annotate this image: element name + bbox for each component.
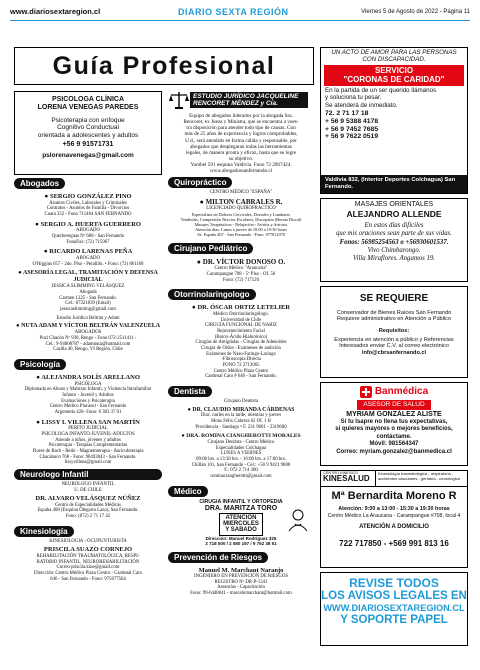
abogado-4 (14, 270, 162, 312)
requiere-r3[interactable]: info@cbrsanfernando.cl (361, 349, 427, 356)
banmedica-logo: Banmédica (374, 386, 429, 398)
servicio-phone-3[interactable]: + 56 9 7622 0519 (325, 133, 379, 141)
abogado-5-l0: Estudio Jurídico Beltrán y Adam (56, 315, 120, 321)
dent1-l1: Diac. nurles en la tarde, mientras y jueves (200, 413, 282, 419)
medico-addr: Dirección: Manuel Rodríguez 325 (205, 535, 277, 541)
psicologo-1-name: ● ALEJANDRA SOLÍS ARELLANO (36, 374, 140, 382)
masajes-l3[interactable]: Fonos: 56985254563 o +56930601537. (339, 238, 449, 246)
section-abogados: Abogados (14, 178, 65, 189)
bullet-icon: ● (199, 197, 206, 206)
oto-l7: -Fibroscopia Directa (221, 357, 261, 363)
kinesalud-phones[interactable]: 722 717850 - +569 991 813 16 (339, 538, 449, 548)
estudio-logo: ESTUDIO JURÍDICO JACQUELINE RENCORET MÉNDEZ y Cía. (190, 92, 308, 109)
abogado-3 (14, 248, 162, 267)
estudio-l7: su objetivo. (228, 155, 254, 162)
ciru-l1: Carampangue 708 - 5º Piso - Of. 56 (206, 272, 276, 278)
oto-l9: Centro Médico Plaza Centro (213, 368, 269, 374)
abogado-4-l5[interactable]: jessicaslimming@gmail.com (60, 307, 116, 312)
banmedica-l3: contáctame. (376, 433, 412, 440)
estudio-web[interactable]: www.abogadossanfernando.cl (209, 168, 273, 175)
banmedica-role: ASESOR DE SALUD (357, 400, 430, 410)
ciru-name: ● DR. VÍCTOR DONOSO O. (196, 258, 286, 267)
dent2-l6[interactable]: rominaciangherotti@gmail.com (210, 473, 272, 479)
oto-l6: Exámenes de Naso-Faringo-Laringo (206, 351, 276, 357)
revise-l3[interactable]: WWW.DIARIOSEXTAREGION.CL (323, 603, 465, 614)
dent1-l2: Mons Félix Cabrera 62 Of. 1 B (211, 419, 271, 425)
dent2-l3: 09:00 hrs. a 13:30 hrs. - 16:00 hrs. a 17:00 hrs. (196, 456, 286, 462)
otorrino (168, 304, 314, 380)
riesgos-l3: Fono: 99-6448841 - marcelomarchant@hotmail.com (190, 591, 292, 597)
kines-l2: REHABILITACIÓN TRAUMATOLÓGICA, RESPI- (36, 554, 140, 560)
ciru-l2: Fono: (72) 717120 (223, 277, 259, 283)
kinesalud-l3: ATENCIÓN A DOMICILIO (359, 524, 429, 531)
kines-l3: RATORIO INFANTIL, NEUROREHABILITACIÓN (36, 559, 140, 565)
kines-name: PRISCILA SUAZO CORNEJO (43, 546, 133, 554)
abogado-3-l2: O'Higgins 657 - 2do. Piso - Peralillo. • Fono: (72) 861168 (32, 261, 144, 267)
dent1-l0: Cirujano Dentista (224, 398, 258, 404)
medico-phone: 2 718 500 / 2 580 197 / 9 752 38 51 (205, 541, 277, 547)
section-otorrino: Otorrinolaringologo (168, 289, 256, 300)
ad-kinesalud (320, 470, 468, 568)
dent2-l4: Chillán 101, San Fernando - Cel.: +56 9 9421 9888 (191, 462, 291, 468)
ad-psicologa-l3: Psicoterapia con enfoque (51, 116, 125, 124)
prevencion-riesgos (168, 567, 314, 597)
estudio-l3: más de 25 años de experiencia y logros comprobables, (184, 131, 298, 138)
dentista-2 (168, 433, 314, 479)
estudio-l0: Equipo de abogados liderados por la abogada Sra. (189, 113, 293, 119)
abogado-5-name: ● NUTA ADAM Y VÍCTOR BELTRÁN VALENZUELA (15, 323, 161, 330)
masthead (10, 7, 470, 21)
abogado-5-l1: ABOGADOS (74, 330, 102, 336)
banmedica-l2: si quieres mayores o mejores beneficios, (335, 426, 453, 433)
estudio-l1: Rencoret, ex Jueza y Ministra, que se encuentra a vues- (183, 119, 299, 126)
servicio-intro: UN ACTO DE AMOR PARA LAS PERSONAS CON DISCAPACIDAD. (331, 49, 457, 64)
ad-psicologa-l4: Cognitivo Conductual (57, 124, 119, 132)
quiro-d3: Atención días: Lunes a jueves de 10:00 a 19:30 horas (195, 227, 287, 232)
riesgos-l1: REGISTRO Nº DR-P-1341 (214, 579, 268, 585)
bullet-icon: ● (43, 248, 50, 256)
bullet-icon: ● (196, 258, 203, 267)
abogado-4-l1: JESSICA SLIMMING VELÁSQUEZ (51, 284, 125, 290)
section-cirujano: Cirujano Pediátrico (168, 243, 253, 254)
banmedica-correo[interactable]: Correo: myriam.gonzalez@banmedica.cl (336, 448, 452, 455)
masajes-l2: que mis oraciones sean parte de sus vidas. (336, 230, 452, 238)
psicologo-1 (14, 374, 162, 416)
medico-attn-0: ATENCIÓN (225, 514, 257, 521)
oto-l1: Universidad de Chile (220, 317, 262, 323)
estudio-address: Yumbel 591 esquina Valdivia. Fono 72 2967424. (190, 162, 292, 168)
page-date: Viernes 5 de Agosto de 2022 - Página 11 (361, 9, 470, 15)
medico-attn-1: MIERCOLES (223, 521, 259, 528)
neuro-l4: Fono: (072) 2 71 17 42 (65, 514, 111, 520)
abogado-5-l4: Casilla 40, Rengo, VI Región, Chile (53, 347, 123, 353)
bullet-icon: ● (15, 323, 22, 330)
abogado-5 (14, 316, 162, 353)
kines-l4[interactable]: Correo priscila.kine@gmail.com (56, 565, 120, 571)
medico-attn-2: Y SABADO (225, 527, 257, 534)
oto-l4: Cirugías de Amígdalas - Cirugías de Adenoides (195, 340, 287, 346)
bullet-icon: ● (181, 433, 187, 440)
servicio-title1: SERVICIO (374, 66, 414, 76)
neurologo (14, 482, 162, 520)
site-url[interactable]: www.diariosextaregion.cl (10, 7, 101, 16)
estudio-l2: tra disposición para atender todo tipo de causas. Con (186, 125, 296, 132)
newspaper-name: DIARIO SEXTA REGIÓN (178, 7, 289, 17)
oto-l0: Médico Otorrinolaringólogo. (213, 312, 269, 317)
quiro-d2: Masajes Terapéuticos - Relajación - Artritis y Artrosis (194, 221, 288, 227)
kines-l6: 646 - San Fernando - Fono: 975677564 (50, 576, 126, 582)
masajes-h1: MASAJES ORIENTALES (354, 201, 434, 208)
psicologo-1-l4: Centro Médico Placasol - San Fernando (49, 404, 127, 410)
requiere-p2: Requiere administrativo en Atención a Público (336, 316, 452, 323)
masajes-l1: En estos días difíciles (364, 222, 424, 230)
ad-psicologa-phone[interactable]: +56 9 91571731 (62, 141, 114, 149)
oto-l10: Cardenal Caro # 646 - San Fernando. (205, 374, 277, 380)
otorrino-name: ● DR. ÓSCAR ORTIZ LETELIER (191, 304, 291, 312)
banmedica-movil[interactable]: Móvil: 981564347 (369, 441, 419, 448)
dent2-l1: Especialidades Colchagua (215, 445, 267, 451)
masajes-l4: Vivo Chimbarongo. (367, 246, 421, 254)
abogado-2-l1: ABOGADO (76, 228, 100, 234)
page-title-box (14, 47, 314, 85)
psicologo-2-l5: Chacabuco 768 - Fono: 98493043 - San Fernando. (39, 454, 137, 460)
ad-psicologa-email[interactable]: pslorenavenegas@gmail.com (42, 151, 134, 159)
abogado-5-l3: Cel.: 9-94008787 - adamnuta@hotmail.com (45, 341, 131, 347)
psicologo-2 (14, 419, 162, 466)
ad-masajes (320, 198, 468, 282)
psicologo-2-l0: PERITO JUDICIAL (68, 426, 108, 432)
middle-column (168, 89, 314, 600)
kines-l1: KINESIOLOGIA - OCUPUNTURISTA (49, 538, 127, 544)
psicologo-1-l5: Argomedo 426- Fono: 6 303 37 01 (54, 409, 122, 415)
psicologo-2-l2: Atiende a niños, jóvenes y adultos (55, 437, 121, 443)
requiere-title: SE REQUIERE (359, 293, 429, 304)
oto-l5: Cirugía de Oídos - Exámenes de audición (201, 345, 281, 351)
psicologo-1-l1: Diplomada en Abuso y Maltrato Infantil, y Violencia Intrafamiliar (24, 387, 152, 393)
section-psicologia: Psicología (14, 359, 66, 370)
oto-l3: (Botox-Ácido Hialurónico) (214, 334, 268, 340)
servicio-phone-1[interactable]: + 56 9 5388 4178 (325, 117, 379, 125)
psicologo-2-l6[interactable]: lissyvillena@gmail.com (64, 460, 112, 466)
psicologo-2-l1: PSICOLOGA INFANTO-JUVENIL-ADULTOS (41, 431, 135, 437)
riesgos-l2: Asesorías - Capacitación (217, 585, 265, 591)
kinesalud-l2: Centro Médico La Araucana - Carampangue #708, local 4 (327, 513, 461, 520)
masajes-h2: ALEJANDRO ALLENDE (346, 209, 442, 220)
abogado-1-l3: Cuatá 332 - Fono 711464 SAN FERNANDO (44, 211, 132, 217)
abogado-1-name: ● SERGIO GONZÁLEZ PINO (44, 193, 132, 200)
kinesalud-side: Kinesiología traumatológica - respiratoria - accidentes vasculares - geriatría - neurológica (378, 471, 460, 481)
oto-l8: FONO 72 2713065 (222, 362, 260, 368)
kines-l5: Dirección: Centro Médico Plaza Centro - Cardenal Caro (33, 571, 143, 577)
abogado-4-name: ● ASESORÍA LEGAL, TRAMITACIÓN Y DEFENSA JUDICIAL (18, 270, 158, 284)
quiropractico (168, 190, 314, 237)
section-quiropractico: Quiropráctico (168, 177, 232, 188)
estudio-l5: abogados que desplegaran todas las herramientas (190, 143, 292, 150)
quiro-d1: Tendinitis, Compresión Nervios Escolares, Discopatía (Hernia Discal) (180, 216, 302, 222)
ad-banmedica (320, 382, 468, 466)
dent2-l5: F.: 072 2 714 300 (224, 468, 258, 474)
abogado-4-l2: Abogada (79, 290, 97, 296)
page-title: Guía Profesional (52, 52, 276, 80)
abogado-1 (14, 193, 162, 218)
dentista-1 (168, 399, 314, 430)
ad-se-requiere (320, 286, 468, 378)
abogado-1-l1: Asuntos Civiles, Laborales y Criminales (49, 200, 127, 206)
riesgos-l0: INGENIERO EN PREVENCIÓN DE RIESGOS (193, 574, 289, 580)
abogado-3-name: ● RICARDO LARENAS PEÑA (43, 248, 133, 256)
abogado-2-name: ● SERGIO A. HUERTA GUERRERO (35, 220, 141, 228)
quiro-d0: Especialista en Dolores Cervicales, Dorsales y Lumbares (191, 211, 291, 217)
medico (168, 499, 314, 546)
bullet-icon: ● (18, 270, 23, 277)
requiere-label: Requisitos: (378, 327, 410, 334)
banmedica-logo-icon (360, 386, 372, 398)
abogado-2-l3: FonoFax: (72) 715967 (66, 239, 110, 245)
bullet-icon: ● (191, 304, 198, 312)
left-column (14, 91, 162, 585)
estudio-juridico (168, 89, 314, 174)
abogado-1-l2: Contratos - Asuntos de Familia - Divorcios (46, 206, 130, 212)
abogado-3-l1: ABOGADO (76, 255, 100, 261)
section-medico: Médico (168, 486, 208, 497)
neuro-l1: U. DE CHILE (74, 487, 102, 493)
estudio-l4: U.d., será atendido en forma cálida y responsable, por (185, 137, 297, 144)
psicologo-1-l0: PSICÓLOGA (74, 381, 102, 387)
quiro-role: LICENCIADO QUIROPRACTICO (206, 206, 276, 212)
neuro-l2: Centro de Especialidades Médicas (55, 502, 121, 508)
medico-l1: CIRUGIA INFANTIL Y ORTOPEDIA (199, 498, 283, 505)
requiere-r1: Experiencia en atención a público y Referencias (334, 336, 454, 343)
dent2-l2: LUNES A VIERNES (220, 451, 262, 457)
ad-coronas-caridad (320, 47, 468, 194)
servicio-title2: "CORONAS DE CARIDAD" (343, 75, 445, 85)
doctor-illustration-icon (286, 508, 310, 532)
ad-psicologa-l1: PSICOLOGA CLÍNICA (51, 96, 125, 103)
servicio-p1: En la partida de un ser querido llámanos (325, 86, 437, 94)
bullet-icon: ● (44, 193, 50, 200)
kinesalud-logo: KINESALUD (323, 474, 370, 484)
dent1-l3: Providencia - Santiago • F. 231 9601 - 2319600 (195, 424, 287, 430)
oto-sub: CIRUGÍA FUNCIONAL DE NARIZ (205, 323, 277, 329)
neuro-l3: Espaha 408 (Esquina Olegario Lazo), San Fernando. (37, 508, 139, 514)
servicio-p2: y soluciona tu pesar. (325, 94, 382, 102)
ciru-l0: Centro Médico "Araucaria" (214, 266, 268, 272)
banmedica-l1: Si tu Isapre no llena tus expectativas, (340, 418, 448, 425)
ad-psicologa-l5: orientada a adolescentes y adultos (37, 131, 139, 139)
dent1-name: ● DR. CLAUDIO MIRANDA CÁRDENAS (187, 406, 295, 413)
oto-l2: Rejuvenecimiento Facial (217, 328, 265, 334)
section-kinesiologia: Kinesiología (14, 526, 74, 537)
section-neurologo: Neurologo Infantil (14, 469, 162, 480)
kinesalud-l1: Atención: 9:00 a 13:00 - 15:30 a 19:30 horas (338, 505, 450, 512)
scales-icon (168, 90, 190, 110)
psicologo-1-l3: Evaluaciones y Psicoterapia (61, 398, 115, 404)
quiro-d4: Av. España 467 - San Fernando - Fono: 977812070 (196, 232, 286, 238)
psicologo-2-name: ● LISSY I. VILLENA SAN MARTÍN (36, 418, 140, 426)
psicologo-2-l3: Psicoterapia - Terapias Complementarias (48, 443, 128, 449)
bullet-icon: ● (36, 374, 42, 382)
kinesalud-name: Mª Bernardita Moreno R (331, 490, 457, 502)
abogado-2 (14, 221, 162, 246)
ad-psicologa-l2: LORENA VENEGAS PAREDES (37, 104, 139, 112)
kinesalud-logo-sub: CENTRO KINESICO (323, 471, 359, 475)
quiro-l0: CENTRO MÉDICO "ESPAÑA" (209, 190, 273, 196)
ad-psicologa (14, 91, 162, 175)
psicologo-2-l4: Flores de Bach - Reiki - Magnetoterapia - Auriculoterapia (32, 448, 144, 454)
servicio-phone-2[interactable]: + 56 9 7452 7685 (325, 125, 379, 133)
servicio-p3: Se atenderá de inmediato. (325, 101, 398, 109)
estudio-l6: legales, de manera pronta y eficaz, hasta que se logre (185, 149, 297, 156)
kinesiologa (14, 539, 162, 583)
bullet-icon: ● (187, 406, 193, 413)
banmedica-name: MYRIAM GONZÁLEZ ALISTE (346, 410, 442, 418)
requiere-r2: Interesados enviar C.V. al correo electrónico (339, 343, 449, 350)
bullet-icon: ● (36, 418, 42, 426)
dent2-l0: Cirujano Dentista - Centro Médico (207, 439, 275, 445)
servicio-phone-0[interactable]: 72. 2 71 17 18 (325, 109, 369, 117)
neuro-name: DR. ALVARO VELÁSQUEZ NÚÑEZ (35, 495, 141, 503)
abogado-2-l2: Quechereguas Nº 688 - San Fernando (51, 233, 125, 239)
section-dentista: Dentista (168, 386, 212, 397)
riesgos-name: Manuel M. Marchant Naranjo (198, 566, 284, 574)
psicologo-1-l2: Infanto - Juvenil y Adultos (62, 392, 114, 398)
servicio-address: Valdivia 832, (Interior Deportes Colchagua) San Fernando. (321, 175, 467, 193)
bullet-icon: ● (35, 220, 41, 228)
revise-l2: LOS AVISOS LEGALES EN (321, 590, 467, 603)
dent2-name: ● DRA. ROMINA CIANGHEROTTI MORALES (181, 433, 301, 440)
neuro-l0: NEUROLOGO INFANTIL (61, 481, 115, 487)
ad-revise-avisos (320, 572, 468, 646)
abogado-4-l3: Carmen 1225 - San Fernando. (59, 295, 117, 301)
medico-name: DRA. MARITZA TORO (204, 504, 278, 512)
quiro-name: ● MILTON CABRALES R. (199, 197, 283, 206)
revise-l1: REVISE TODOS (349, 576, 439, 590)
requiere-p1: Conservador de Bienes Raíces San Fernando (336, 309, 452, 316)
abogado-5-l2: Pozi Chacón Nº 930, Rengo - Fono 072-2511411 - (39, 336, 137, 342)
abogado-4-l4: Cel.: 87321839 (Email) (65, 301, 111, 307)
revise-l4: Y SOPORTE PAPEL (340, 613, 448, 626)
section-riesgos: Prevención de Riesgos (168, 552, 268, 563)
masajes-l5: Villa Miraflores. Angamos 19. (352, 254, 435, 262)
cirujano-pediatrico (168, 258, 314, 283)
